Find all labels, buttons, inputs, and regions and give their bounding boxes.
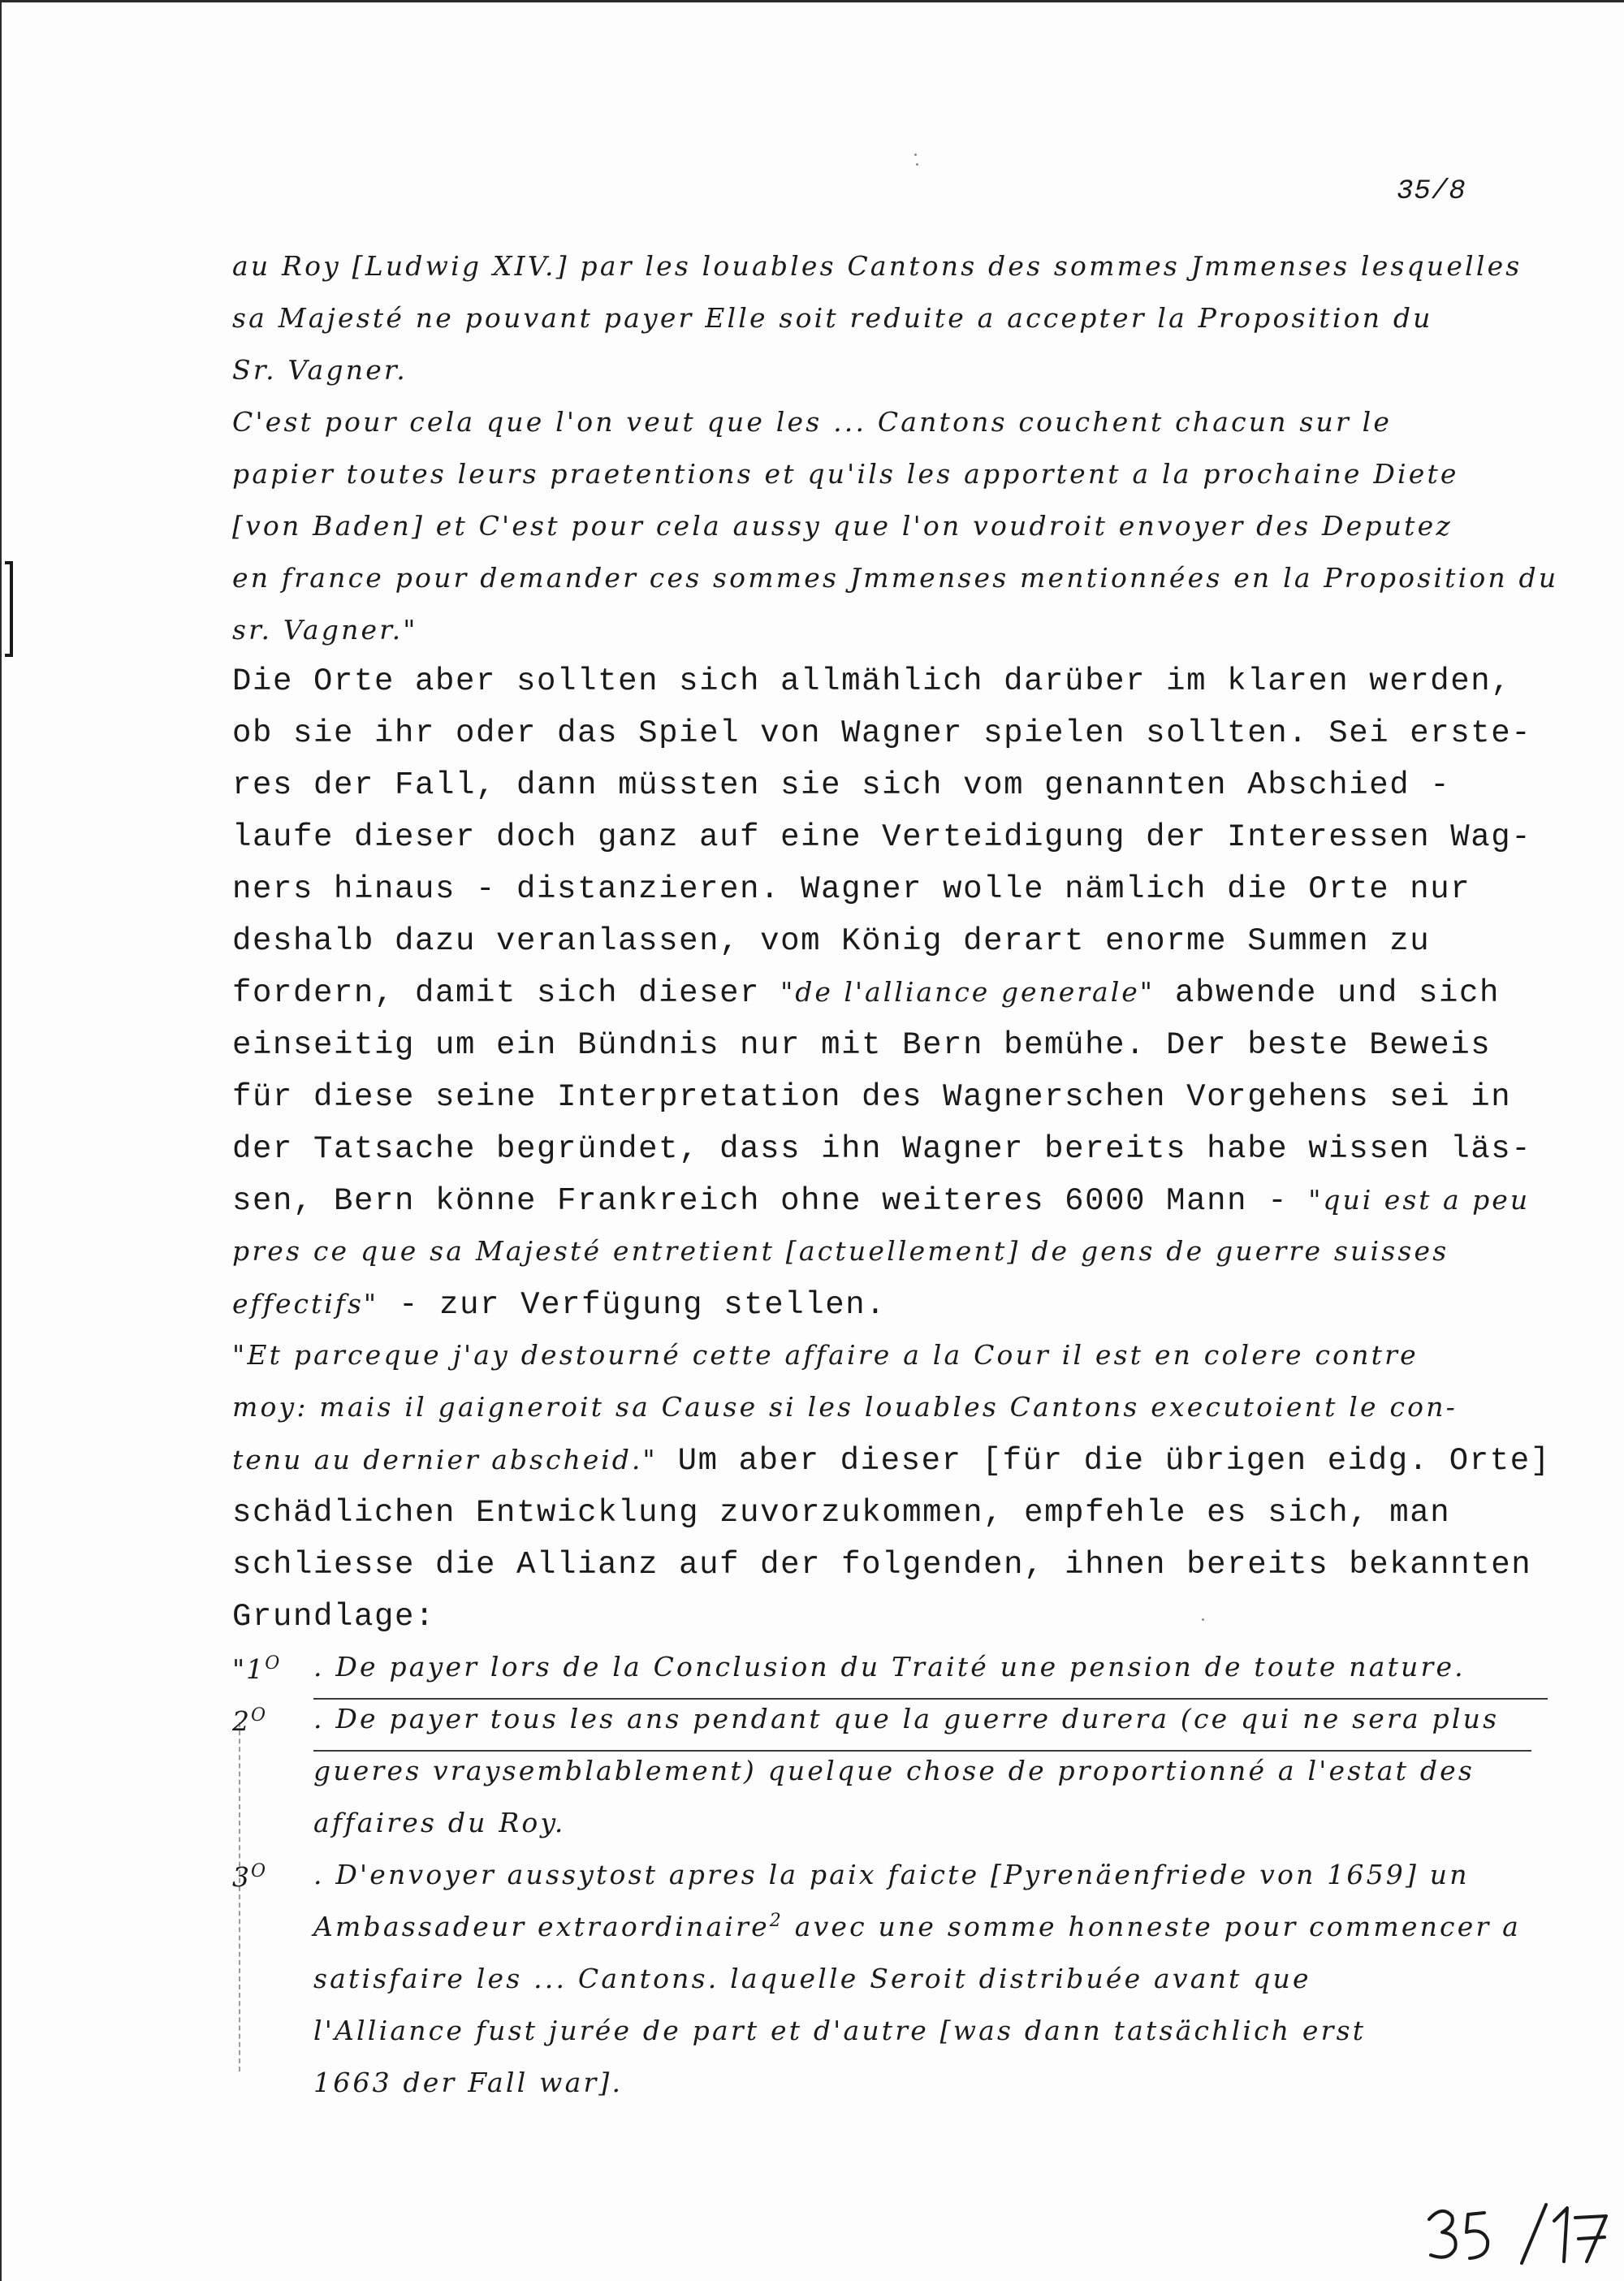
german-text-line: schliesse die Allianz auf der folgenden, ihnen bereits bekannten — [232, 1547, 1532, 1583]
german-text-line: ners hinaus - distanzieren. Wagner wolle nämlich die Orte nur — [232, 871, 1471, 907]
list-item-text: gueres vraysemblablement) quelque chose de proportionné a l'estat des — [313, 1755, 1475, 1786]
french-inline-quote: tenu au dernier abscheid." — [232, 1444, 658, 1475]
french-quote-line: pres ce que sa Majesté entretient [actuellement] de gens de guerre suisses — [232, 1235, 1449, 1267]
german-text-line — [232, 1445, 1551, 1477]
french-quote-line: C'est pour cela que l'on veut que les ... Cantons couchent chacun sur le — [232, 406, 1393, 438]
french-quote-line: au Roy [Ludwig XIV.] par les louables Cantons des sommes Jmmenses lesquelles — [232, 250, 1522, 282]
list-item-number: "$1^O$ — [232, 1653, 282, 1685]
typed-page-number: 35/8 — [1397, 176, 1466, 207]
scan-speck — [916, 163, 918, 166]
handwritten-folio-number — [1424, 2197, 1619, 2270]
footnote-marker: 2 — [769, 1911, 784, 1931]
german-fragment: sen, Bern könne Frankreich ohne weiteres 6000 Mann - — [232, 1183, 1309, 1219]
french-quote-line: moy: mais il gaigneroit sa Cause si les louables Cantons executoient le con- — [232, 1391, 1458, 1423]
french-quote-line: sr. Vagner." — [232, 614, 418, 646]
german-fragment: fordern, damit sich dieser — [232, 975, 781, 1011]
list-item-text: . De payer tous les ans pendant que la guerre durera (ce qui ne sera plus — [313, 1703, 1500, 1735]
german-text-line: Die Orte aber sollten sich allmählich darüber im klaren werden, — [232, 663, 1512, 699]
list-item-number: $3^O$ — [232, 1861, 268, 1893]
german-text-line — [232, 975, 1501, 1011]
french-inline-quote: "qui est a peu — [1308, 1184, 1531, 1216]
german-text-line — [232, 1287, 887, 1323]
french-quote-line: Sr. Vagner. — [232, 354, 408, 386]
list-item-number: $2^O$ — [232, 1705, 268, 1737]
french-inline-quote: effectifs" — [232, 1288, 379, 1320]
list-item-text: affaires du Roy. — [313, 1807, 566, 1838]
french-quote-line: "Et parceque j'ay destourné cette affaire a la Cour il est en colere contre — [232, 1339, 1419, 1371]
margin-bracket-mark — [5, 561, 13, 657]
german-text-line: der Tatsache begründet, dass ihn Wagner bereits habe wissen läs- — [232, 1131, 1532, 1167]
strike-through-line — [313, 1698, 1548, 1700]
german-text-line: deshalb dazu veranlassen, vom König derart enorme Summen zu — [232, 923, 1431, 959]
french-fragment: Ambassadeur extraordinaire — [313, 1911, 770, 1942]
list-item-text: . De payer lors de la Conclusion du Traité une pension de toute nature. — [313, 1651, 1466, 1683]
german-text-line: ob sie ihr oder das Spiel von Wagner spielen sollten. Sei erste- — [232, 715, 1532, 751]
french-quote-line: en france pour demander ces sommes Jmmenses mentionnées en la Proposition du — [232, 562, 1559, 594]
french-fragment: avec une somme honneste pour commencer a — [784, 1911, 1521, 1942]
list-item-text: . D'envoyer aussytost apres la paix faicte [Pyrenäenfriede von 1659] un — [313, 1859, 1470, 1890]
german-text-line: Grundlage: — [232, 1599, 436, 1635]
french-inline-quote: "de l'alliance generale" — [780, 976, 1155, 1008]
german-fragment: abwende und sich — [1154, 975, 1501, 1011]
strike-through-line — [313, 1750, 1531, 1752]
list-item-text — [313, 1913, 1521, 1940]
margin-dashed-line — [239, 1722, 245, 2071]
german-fragment: Um aber dieser [für die übrigen eidg. Orte] — [657, 1443, 1551, 1479]
list-item-text: l'Alliance fust jurée de part et d'autre [was dann tatsächlich erst — [313, 2015, 1367, 2046]
german-text-line: laufe dieser doch ganz auf eine Verteidigung der Interessen Wag- — [232, 819, 1532, 855]
scan-speck — [1202, 1618, 1204, 1621]
list-item-text: 1663 der Fall war]. — [313, 2067, 624, 2098]
french-quote-line: sa Majesté ne pouvant payer Elle soit reduite a accepter la Proposition du — [232, 302, 1433, 334]
german-text-line: schädlichen Entwicklung zuvorzukommen, empfehle es sich, man — [232, 1495, 1451, 1531]
french-quote-line: [von Baden] et C'est pour cela aussy que l'on voudroit envoyer des Deputez — [232, 510, 1453, 542]
german-fragment: - zur Verfügung stellen. — [378, 1287, 887, 1323]
french-quote-line: papier toutes leurs praetentions et qu'ils les apportent a la prochaine Diete — [232, 458, 1459, 490]
german-text-line: für diese seine Interpretation des Wagnerschen Vorgehens sei in — [232, 1079, 1512, 1115]
scan-speck — [914, 153, 917, 156]
list-item-text: satisfaire les ... Cantons. laquelle Seroit distribuée avant que — [313, 1963, 1311, 1994]
german-text-line: res der Fall, dann müssten sie sich vom genannten Abschied - — [232, 767, 1451, 803]
german-text-line — [232, 1183, 1531, 1219]
german-text-line: einseitig um ein Bündnis nur mit Bern bemühe. Der beste Beweis — [232, 1027, 1492, 1063]
